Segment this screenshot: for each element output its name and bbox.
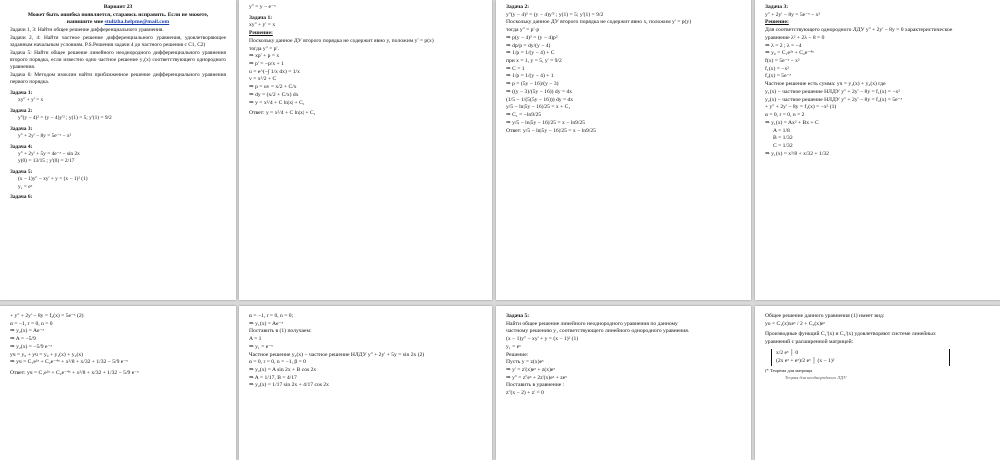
math-line: ⇒ A = −5/9	[10, 336, 36, 343]
math-line: при x = 1, y = 5, y' = 9/2	[506, 58, 562, 65]
math-line: B = 1/32	[773, 135, 793, 142]
solution-text: y₁(x) − частное решение НЛДУ y'' + 2y' − 8y = f₁(x) = −x²	[765, 88, 900, 95]
math-line: ⇒ y₁ = e⁻ˣ	[249, 343, 273, 350]
task-1-equation: xy'' + y' = x	[249, 22, 276, 29]
page-3	[496, 0, 751, 300]
solution-text: y₂(x) − частное решение НЛДУ y'' + 2y' − 8y = f₂(x) = 5e⁻ˣ	[765, 96, 903, 103]
math-line: yч = y₀ + yч = y₀ + y₁(x) + y₂(x)	[10, 351, 84, 358]
math-line: ⇒ λ = 2 ; λ = −4	[765, 42, 802, 49]
math-line: ⇒ 1/p = 1/(y − 4) + 1	[506, 73, 554, 80]
math-line: ⇒ C = 1	[506, 65, 525, 72]
task-1-heading: Задача 1:	[10, 89, 33, 96]
math-line: ⇒ p = uv = x/2 + C/x	[249, 84, 297, 91]
note-line-1: Может быть ошибка появляется, стараюсь исправить. Если не можете,	[27, 11, 209, 18]
page-6	[239, 306, 492, 460]
matrix-row: (2x eˣ + eˣ)/2 eˣ │ (x − 1)²	[776, 357, 835, 364]
math-line: ⇒ y = x²/4 + C ln|x| + C₁	[249, 99, 305, 106]
math-line: f₁(x) = −x²	[765, 65, 789, 72]
task-5-particular: y₁ = eˣ	[18, 183, 33, 190]
solution-text: Найти общее решение линейного неоднородного уравнения по данному	[506, 320, 678, 327]
solution-text: Частное решение y₂(x) − частное решение НЛДУ y'' + 2y' + 5y = sin 2x (2)	[249, 351, 425, 358]
math-line: ⇒ y₁(x) = x²/8 + x/32 + 1/32	[765, 150, 829, 157]
math-line: ⇒ y₂(x) = Ae⁻ˣ	[10, 328, 45, 335]
math-line: z''(x − 2) + z' = 0	[506, 390, 544, 397]
solution-text: Для соответствующего однородного ЛДУ y'' + 2y' − 8y = 0 характеристическое	[765, 27, 953, 34]
solution-text: Поскольку данное ДУ второго порядка не содержит явно y, положим y' = p(x)	[249, 37, 434, 44]
math-line: ⇒ y₂(x) = −5/9 e⁻ˣ	[10, 343, 53, 350]
math-line: ⇒ xp' + p = x	[249, 53, 280, 60]
math-line: ⇒ y'' = z''eˣ + 2z'(x)eˣ + zeˣ	[506, 374, 567, 381]
math-line: α = −1, r = 0, n = 0;	[249, 313, 294, 319]
math-line: f₂(x) = 5e⁻ˣ	[765, 73, 792, 80]
solution-text: Поскольку данное ДУ второго порядка не содержит явно x, положим y' = p(y)	[506, 19, 692, 26]
math-line: ⇒ y₁(x) = Ae⁻ˣ	[249, 320, 284, 327]
task-5-particular: y₁ = eˣ	[506, 343, 521, 350]
task-1-heading: Задача 1:	[249, 14, 273, 21]
math-line: y/5 − ln|5y − 16|/25 = x + C₁	[506, 104, 571, 111]
footnote: (* Теорема для матрицы	[765, 368, 813, 374]
task-3-equation: y'' + 2y' − 8y = 5e⁻ˣ − x²	[765, 11, 821, 18]
task-4-conditions: y(0) = 13/15 ; y'(0) = 2/17	[18, 158, 75, 165]
task-2-equation: y''(y − 4)² = (y − 4)y'² ; y(1) = 5; y'(1) = 9/2	[506, 11, 604, 18]
answer-line: Ответ: yч = C₁e²ˣ + C₂e⁻⁴ˣ + x²/8 + x/32 + 1/32 − 5/9 e⁻ˣ	[10, 370, 139, 377]
page-7	[496, 306, 751, 460]
solution-text: тогда y'' = p'·p	[506, 27, 540, 34]
note-line-2	[10, 19, 226, 27]
solution-text: частному решению y₁ соответствующего линейного однородного уравнения.	[506, 328, 690, 335]
task-5-heading: Задача 5:	[10, 168, 33, 175]
math-line: ⇒ y' = z'(x)eˣ + z(x)eˣ	[506, 367, 556, 374]
math-line: A = 1	[249, 336, 262, 343]
math-line: + y'' + 2y' − 8y = f₁(x) = −x² (1)	[765, 104, 837, 111]
task-4-heading: Задача 4:	[10, 143, 33, 150]
task-5-equation: (x − 1)y'' − xy' + y = (x − 1)² (1)	[18, 176, 88, 183]
task-3-equation: y'' + 2y' − 8y = 5e⁻ˣ − x²	[18, 133, 72, 140]
math-line: ⇒ 1/p = 1/(y − 4) + C	[506, 50, 555, 57]
math-line: α = 0, r = 0, n = 2	[765, 112, 805, 119]
note-prefix: напишите мне	[66, 19, 104, 26]
math-line: C = 1/32	[773, 142, 793, 149]
solution-text: Частное решение есть сумма: yч = y₁(x) + y₂(x) где	[765, 81, 886, 88]
task-desc-4: Задача 6: Методом изоклин найти приближенное решение дифференциального уравнения первого порядка.	[10, 71, 226, 86]
math-line: ⇒ p' = −p/x + 1	[249, 61, 284, 68]
task-desc-3: Задача 5: Найти общее решение линейного неоднородного дифференциального уравнения второго порядка, если известно одно частное решение y₁(x) соответствующего однородного уравнения.	[10, 49, 226, 71]
math-line: α = −1, r = 0, n = 0	[10, 320, 53, 327]
task-6-heading: Задача 6:	[10, 194, 33, 201]
page-4	[755, 0, 1000, 300]
math-line: + y'' + 2y' − 8y = f₂(x) = 5e⁻ˣ (2)	[10, 313, 84, 319]
task-2-equation: y''(y − 4)² = (y − 4)y'² ; y(1) = 5; y'(1) = 9/2	[18, 115, 112, 122]
math-line: v = x²/2 + C	[249, 76, 277, 83]
page-2	[239, 0, 492, 300]
solution-text: Производные функций C₁'(x) и C₂'(x) удовлетворяют системе линейных	[765, 331, 936, 338]
math-line: Пусть y = z(x)eˣ	[506, 359, 544, 366]
math-line: f(x) = 5e⁻ˣ − x²	[765, 58, 800, 65]
variant-title: Вариант 23	[103, 4, 133, 10]
math-line: ⇒ y₂(x) = 1/17 sin 2x + 4/17 cos 2x	[249, 382, 329, 389]
math-line: u = e^(−∫ 1/x dx) = 1/x	[249, 68, 300, 75]
solution-label: Решение:	[249, 30, 273, 37]
math-line: ⇒ ((y − 3)/(5y − 16)) dy = dx	[506, 88, 573, 95]
math-line: ⇒ y₂(x) = A sin 2x + B cos 2x	[249, 367, 317, 374]
task-desc-1: Задачи 1, 3: Найти общее решение дифференциального уравнения.	[10, 27, 164, 34]
page-1	[0, 0, 236, 300]
math-line: ⇒ y/5 − ln|5y − 16|/25 = x − ln9/25	[506, 119, 586, 126]
math-line: ⇒ y₁(x) = Ax² + Bx + C	[765, 119, 819, 126]
email-link[interactable]: stulizha.helpme@mail.com	[104, 19, 170, 26]
page-8	[755, 306, 1000, 460]
math-line: ⇒ p(y − 4)² = (y − 4)p²	[506, 34, 558, 41]
math-line: ⇒ y₀ = C₁e²ˣ + C₂e⁻⁴ˣ	[765, 50, 814, 57]
task-2-heading: Задача 2:	[506, 4, 530, 10]
page-5	[0, 306, 236, 460]
footnote: Теория для неоднородного ЛДУ	[785, 374, 847, 380]
solution-label: Решение:	[765, 19, 789, 26]
task-5-equation: (x − 1)y'' − xy' + y = (x − 1)² (1)	[506, 336, 579, 343]
math-line: ⇒ C₁ = −ln9/25	[506, 112, 542, 119]
solution-text: Поставить в уравнение :	[506, 382, 565, 389]
math-line: ⇒ dp/p = dy/(y − 4)	[506, 42, 551, 49]
solution-text: Поставить в (1) получаем:	[249, 328, 312, 335]
math-line: ⇒ yч = C₁e²ˣ + C₂e⁻⁴ˣ + x²/8 + x/32 + 1/32 − 5/9 e⁻ˣ	[10, 359, 128, 366]
math-line: ⇒ p = (5y − 16)/(y − 3)	[506, 81, 559, 88]
task-desc-2: Задачи 2, 4: Найти частное решение дифференциального уравнения, удовлетворяющее заданным начальным условиям. P.S.Решения задачи 4 до частного решения с С1, С2)	[10, 34, 226, 49]
task-3-heading: Задача 3:	[10, 125, 33, 132]
answer-line: Ответ: y = x²/4 + C ln|x| + C₁	[249, 110, 316, 117]
math-line: yо = C₁(x)xeˣ / 2 + C₂(x)eˣ	[765, 320, 826, 327]
solution-text: уравнений с расширенной матрицей:	[765, 339, 854, 346]
math-line: α = 0, r = 0, n = −1, β = 0	[249, 359, 306, 366]
task-1-equation: xy'' + y' = x	[18, 97, 44, 104]
task-4-equation: y'' + 2y' + 5y = 4e⁻ˣ − sin 2x	[18, 150, 80, 157]
task-2-heading: Задача 2:	[10, 107, 33, 114]
matrix-row: x/2 eˣ │ 0	[776, 349, 799, 356]
math-line: A = 1/8	[773, 127, 790, 134]
solution-text: Общее решение данного уравнения (1) имеет вид:	[765, 313, 885, 319]
task-3-heading: Задача 3:	[765, 4, 789, 10]
task-5-heading: Задача 5:	[506, 313, 530, 319]
answer-line: Ответ: y/5 − ln|5y − 16|/25 = x − ln9/25	[506, 127, 596, 134]
math-line: (1/5 − 1/(5(5y − 16))) dy = dx	[506, 96, 574, 103]
math-line: ⇒ dy = (x/2 + C/x) dx	[249, 91, 299, 98]
solution-text: тогда y'' = p'.	[249, 45, 279, 52]
top-equation: y'' = y − e⁻ˣ	[249, 4, 276, 10]
solution-text: уравнение λ² + 2λ − 8 = 0	[765, 34, 825, 41]
extended-matrix	[771, 349, 950, 366]
solution-label: Решение:	[506, 351, 529, 358]
math-line: ⇒ A = 1/17, B = 4/17	[249, 374, 297, 381]
